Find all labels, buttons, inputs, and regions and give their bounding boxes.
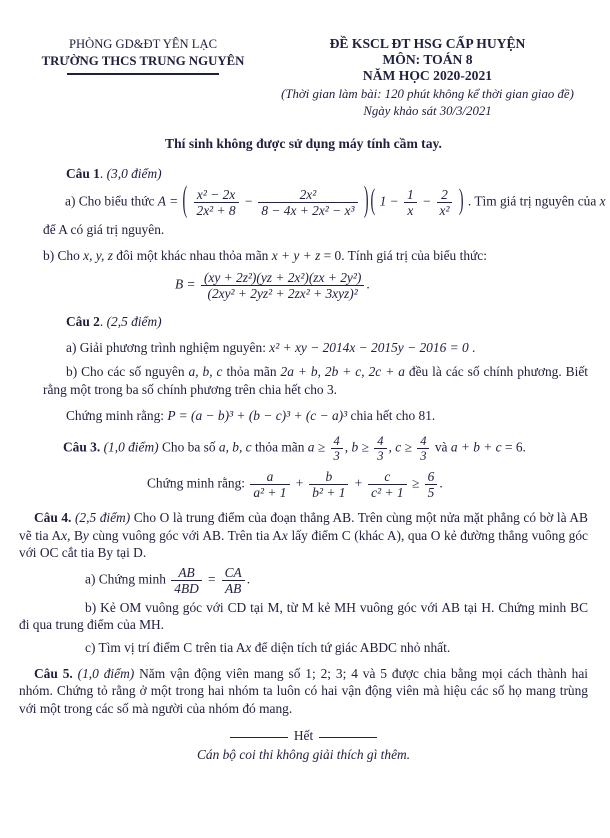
question-1a-line2: để A có giá trị nguyên. [43,222,165,238]
text-run: = 0. Tính giá trị của biểu thức: [320,247,487,263]
question-2-proof-text [66,407,588,424]
exam-duration: (Thời gian làm bài: 120 phút không kể thời gian giao đề) [281,87,574,102]
fraction: $\frac{\text{x² − 2x}}{\text{2x² + 8}}$ [194,187,239,218]
header [19,36,588,119]
text-run: x [599,194,606,210]
school-name: TRƯỜNG THCS TRUNG NGUYÊN [41,54,245,69]
comma: , [388,439,396,455]
question-1a-lead: a) Cho biểu thức [65,194,158,210]
period: . [439,475,443,491]
big-paren-close: ) [363,182,369,221]
text-run: , B [67,527,83,543]
divider-line [319,737,377,738]
footer [19,727,588,763]
geq-operator: ≥ [411,475,420,491]
text-run: c) Tìm vị trí điểm C trên tia A [85,639,246,655]
text-run: = 6. [501,439,526,455]
text-run: b) Kẻ OM vuông góc với CD tại M, từ M kẻ MH vuông góc với AB tại H. Chứng minh BC đi qua trung điểm của MH. [19,599,588,633]
fraction: $\frac{\text{2x²}}{\text{8 − 4x + 2x² − x³}}$ [258,187,357,218]
question-4a-formula [85,565,588,596]
text-run: Năm vận động viên mang số 1; 2; 3; 4 và 5 được chia bằng mọi cách thành hai nhóm. Chứng tỏ rằng ở một trong hai nhóm ta luôn có hai vận động viên mà hiệu các số họ mang trùng với một trong các số mà người của nhóm đó mang. [19,665,588,716]
text-run: x [281,527,288,543]
big-paren-open: ( [370,185,376,218]
text-run: (2,5 điểm) [71,510,131,526]
question-2a-text [66,339,588,356]
var-B-equals: B = [175,276,196,292]
question-2b-text [43,363,588,398]
exam-title: ĐỀ KSCL ĐT HSG CẤP HUYỆN [329,36,526,51]
text-run: b) Cho các số nguyên [66,364,189,380]
text-run: (1,0 điểm) [100,439,159,455]
question-5 [19,665,588,717]
fraction: $\frac{\text{(xy + 2z²)(yz + 2x²)(zx + 2y²)}}{\text{(2xy² + 2yz² + 2zx² + 3xyz)²}}$ [201,270,364,301]
text-run: . [99,166,107,182]
text-run: lấy điểm C (khác A), qua O kẻ đường thẳng vuông góc với OC cắt tia By tại D. [19,527,588,561]
question-3-tail [435,440,526,455]
question-3-lead [63,440,325,455]
text-run: x + y + z [271,247,321,263]
text-run: , [317,364,325,380]
text-run: Câu 1 [66,166,100,182]
question-4 [19,509,588,656]
text-run: b) Cho [43,247,84,263]
text-run: a, b, c [218,439,252,455]
plus-operator: + [353,475,363,491]
question-3 [19,434,588,500]
text-run: a, b, c [188,364,223,380]
comma: , [344,439,352,455]
text-run: Cho ba số [158,439,219,455]
fraction: $\frac{CA}{AB}$ [222,565,245,596]
big-paren-close: ) [458,185,464,218]
fraction: $\frac{b}{\text{b² + 1}}$ [309,469,348,500]
c-geq: c ≥ [395,439,412,455]
text-run: y [82,527,89,543]
question-3-proof [147,469,588,500]
proof-label: Chứng minh rằng: [147,475,249,491]
exam-subject: MÔN: TOÁN 8 [382,52,473,68]
text-run: (1,0 điểm) [72,665,135,681]
fraction: $\frac{4}{3}$ [331,434,343,463]
question-1a-formula-line [65,182,606,221]
question-1-heading [66,165,588,182]
question-4c-text [85,639,588,656]
end-label: Hết [293,728,314,744]
fraction: $\frac{AB}{4BD}$ [171,565,202,596]
question-1 [19,165,606,302]
text-run: P = (a − b)³ + (b − c)³ + (c − a)³ [167,407,348,423]
equals-operator: = [207,571,217,587]
text-run: Chứng minh rằng: [66,407,168,423]
text-run: Câu 2 [66,314,100,330]
period: . [366,276,370,292]
text-run: . [99,314,107,330]
text-run: Câu 3. [63,439,101,455]
question-5-text [19,665,588,717]
header-underline [67,73,219,75]
question-1a-tail [468,194,606,209]
header-left [19,36,267,119]
question-4a-lead: a) Chứng minh [85,571,170,587]
text-run: Câu 5. [34,665,73,681]
b-geq: b ≥ [351,439,369,455]
fraction: $\frac{a}{\text{a² + 1}}$ [250,469,289,500]
fraction: $\frac{4}{3}$ [417,434,429,463]
text-run: 2c + a [368,364,405,380]
minus-operator: − [422,194,432,210]
text-run: . Tìm giá trị nguyên của [467,194,600,210]
text-run: đôi một khác nhau thỏa mãn [112,247,272,263]
header-right [267,36,588,119]
question-2-heading [66,313,588,330]
question-1b-formula [175,270,588,301]
text-run: chia hết cho 81. [347,407,436,423]
fraction: $\frac{4}{3}$ [374,434,386,463]
text-run: x, y, z [83,247,113,263]
calculator-notice: Thí sinh không được sử dụng máy tính cầm tay. [165,136,442,152]
text-run: và [434,439,451,455]
text-run: thỏa mãn [222,364,281,380]
question-2 [19,313,588,424]
question-3-text [63,434,588,463]
question-1b-text [43,247,588,264]
big-paren-open: ( [182,182,188,221]
exam-date: Ngày khảo sát 30/3/2021 [363,103,492,118]
text-run: x [245,639,252,655]
fraction: $\frac{1}{x}$ [404,187,417,218]
exam-year: NĂM HỌC 2020-2021 [362,68,493,84]
text-run: 2b + c [324,364,362,380]
period: . [246,571,251,587]
text-run: a) Giải phương trình nghiệm nguyên: [66,339,270,355]
department-name: PHÒNG GD&ĐT YÊN LẠC [69,37,217,51]
text-run: . [468,339,476,355]
plus-operator: + [294,475,304,491]
var-A-equals: A = [157,194,179,210]
text-run: để diện tích tứ giác ABDC nhỏ nhất. [251,639,451,655]
proctor-note: Cán bộ coi thi không giải thích gì thêm. [196,746,411,762]
text-run: , [361,364,369,380]
text-run: (3,0 điểm) [106,166,162,182]
one-minus: 1 − [379,194,399,210]
text-run: x [61,527,68,543]
fraction: $\frac{6}{5}$ [425,469,438,500]
minus-operator: − [243,194,254,210]
question-4b-text [19,599,588,634]
text-run: đều là các số chính phương. Biết rằng một trong ba số chính phương trên chia hết cho 3. [43,364,588,397]
text-run: a + b + c [450,439,502,455]
text-run: 2a + b [280,364,318,380]
fraction: $\frac{2}{\text{x²}}$ [437,187,453,218]
text-run: x² + xy − 2014x − 2015y − 2016 = 0 [269,339,469,355]
text-run: Cho O là trung điểm của đoạn thẳng AB. Trên cùng một nửa mặt phẳng có bờ là AB vẽ tia A [19,510,588,543]
text-run: thỏa mãn [251,439,308,455]
text-run: Câu 4. [34,510,72,526]
text-run: cùng vuông góc với AB. Trên tia A [88,527,282,543]
question-4-text [19,509,588,561]
fraction: $\frac{c}{\text{c² + 1}}$ [368,469,406,500]
divider-line [230,737,288,738]
text-run: a ≥ [307,439,326,455]
text-run: (2,5 điểm) [106,314,162,330]
